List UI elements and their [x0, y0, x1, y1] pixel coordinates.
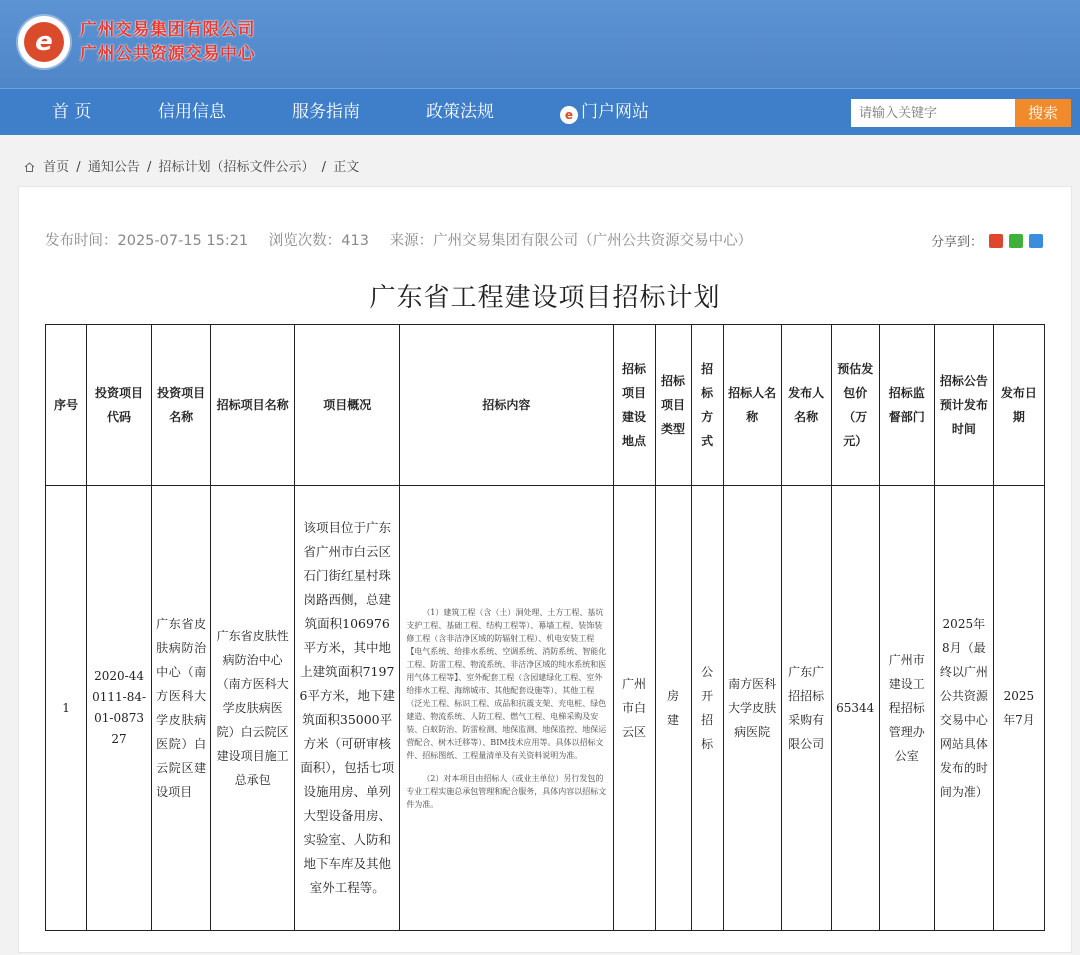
- home-icon: [24, 162, 35, 172]
- cell-supervisor: 广州市建设工程招标管理办公室: [879, 486, 934, 931]
- cell-tenderer: 南方医科大学皮肤病医院: [723, 486, 781, 931]
- breadcrumb-separator: /: [76, 160, 81, 175]
- header-cell: 招标公告预计发布时间: [934, 325, 993, 486]
- cell-project-code: 2020-440111-84-01-087327: [87, 486, 152, 931]
- header-cell: 招标监督部门: [879, 325, 934, 486]
- cell-type: [655, 486, 691, 931]
- cell-investment-name: 广东省皮肤病防治中心（南方医科大学皮肤病医院）白云院区建设项目: [152, 486, 211, 931]
- cell-tender-content: [400, 486, 613, 931]
- article-meta: [45, 229, 768, 250]
- header-cell: 招标方式: [691, 325, 723, 486]
- nav-item-portal[interactable]: [560, 89, 649, 135]
- search-button[interactable]: 搜索: [1015, 99, 1071, 127]
- search-input[interactable]: [851, 99, 1015, 127]
- view-count: 浏览次数：413: [268, 233, 369, 249]
- logo-glyph: e: [24, 22, 64, 62]
- article-card: [18, 186, 1072, 953]
- header-cell: 投资项目代码: [87, 325, 152, 486]
- breadcrumb-notices[interactable]: 通知公告: [87, 160, 140, 175]
- publish-time: 发布时间：2025-07-15 15:21: [45, 233, 249, 249]
- share-bar: [931, 231, 1043, 250]
- org-name-line2: 广州公共资源交易中心: [80, 44, 255, 64]
- breadcrumb-current: 正文: [333, 160, 360, 175]
- nav-item-policy[interactable]: 政策法规: [426, 102, 494, 122]
- breadcrumb-home[interactable]: 首页: [43, 160, 70, 175]
- org-name: [80, 18, 255, 66]
- cell-publisher: 广东广招招标采购有限公司: [781, 486, 831, 931]
- cell-price: 65344: [831, 486, 879, 931]
- nav-item-guide[interactable]: 服务指南: [292, 102, 360, 122]
- header-cell: 序号: [46, 325, 87, 486]
- cell-expected-time: 2025年8月（最终以广州公共资源交易中心网站具体发布的时间为准）: [934, 486, 993, 931]
- table-row: [46, 486, 1045, 931]
- qq-share-icon[interactable]: [1029, 234, 1043, 248]
- header-cell: 招标人名称: [723, 325, 781, 486]
- nav-item-portal-label: 门户网站: [581, 102, 649, 122]
- logo[interactable]: [18, 16, 70, 68]
- article-source: 来源：广州交易集团有限公司（广州公共资源交易中心）: [389, 233, 753, 249]
- cell-location: 广州市白云区: [613, 486, 655, 931]
- header-cell: 预估发包价（万元）: [831, 325, 879, 486]
- type-text: 房建: [667, 689, 680, 727]
- breadcrumb-separator: /: [146, 160, 152, 175]
- breadcrumb-separator: /: [321, 160, 327, 175]
- breadcrumb-tender-plan[interactable]: 招标计划（招标文件公示）: [158, 160, 315, 175]
- portal-icon: e: [560, 106, 578, 124]
- wechat-share-icon[interactable]: [1009, 234, 1023, 248]
- cell-method: [691, 486, 723, 931]
- site-header: [0, 0, 1080, 88]
- header-cell: 招标内容: [400, 325, 613, 486]
- header-cell: 招标项目类型: [655, 325, 691, 486]
- nav-item-home[interactable]: 首 页: [52, 102, 92, 122]
- tender-content-1: （1）建筑工程（含（土）洞处理、土方工程、基坑支护工程、基础工程、结构工程等）、幕墙工程、装饰装修工程（含非洁净区域的防辐射工程）、机电安装工程【电气系统、给排水系统、空调系统、消防系统、智能化工程、防雷工程、物流系统、非洁净区域的纯水系统和医用气体工程等】、室外配套工程（含园建绿化工程、室外给排水工程、海绵城市、其他配套设施等）、其他工程（泛光工程、标识工程、成品和抗震支架、充电桩、绿色建造、物流系统、人防工程、燃气工程、电梯采购及安装、白蚁防治、防雷检测、地保监测、地保监控、地保运营配合、树木迁移等）、BIM技术应用等。具体以招标文件、招标图纸、工程量清单及有关资料说明为准。: [406, 607, 607, 760]
- tender-plan-table: [45, 324, 1045, 931]
- header-cell: 发布人名称: [781, 325, 831, 486]
- method-text: 公开招标: [701, 665, 714, 751]
- cell-tender-name: 广东省皮肤性病防治中心（南方医科大学皮肤病医院）白云院区建设项目施工总承包: [211, 486, 295, 931]
- cell-no: 1: [46, 486, 87, 931]
- tender-content-2: （2）对本项目由招标人（或业主单位）另行发包的专业工程实施总承包管理和配合服务，具体内容以招标文件为准。: [406, 773, 607, 809]
- header-cell: 发布日期: [993, 325, 1044, 486]
- main-nav: [0, 88, 1080, 135]
- header-cell: 招标项目名称: [211, 325, 295, 486]
- nav-item-credit[interactable]: 信用信息: [158, 102, 226, 122]
- header-cell: 投资项目名称: [152, 325, 211, 486]
- article-title: 广东省工程建设项目招标计划: [369, 283, 721, 313]
- cell-overview: 该项目位于广东省广州市白云区石门街红星村珠岗路西侧，总建筑面积106976平方米，其中地上建筑面积71976平方米，地下建筑面积35000平方米（可研审核面积），包括七项设施用房、单列大型设备用房、实验室、人防和地下车库及其他室外工程等。: [295, 486, 400, 931]
- breadcrumb: [24, 156, 362, 175]
- header-cell: 项目概况: [295, 325, 400, 486]
- cell-publish-date: 2025年7月: [993, 486, 1044, 931]
- header-cell: 招标项目建设地点: [613, 325, 655, 486]
- share-label: 分享到：: [930, 235, 983, 250]
- org-name-line1: 广州交易集团有限公司: [80, 20, 255, 40]
- table-header-row: [46, 325, 1045, 486]
- weibo-share-icon[interactable]: [989, 234, 1003, 248]
